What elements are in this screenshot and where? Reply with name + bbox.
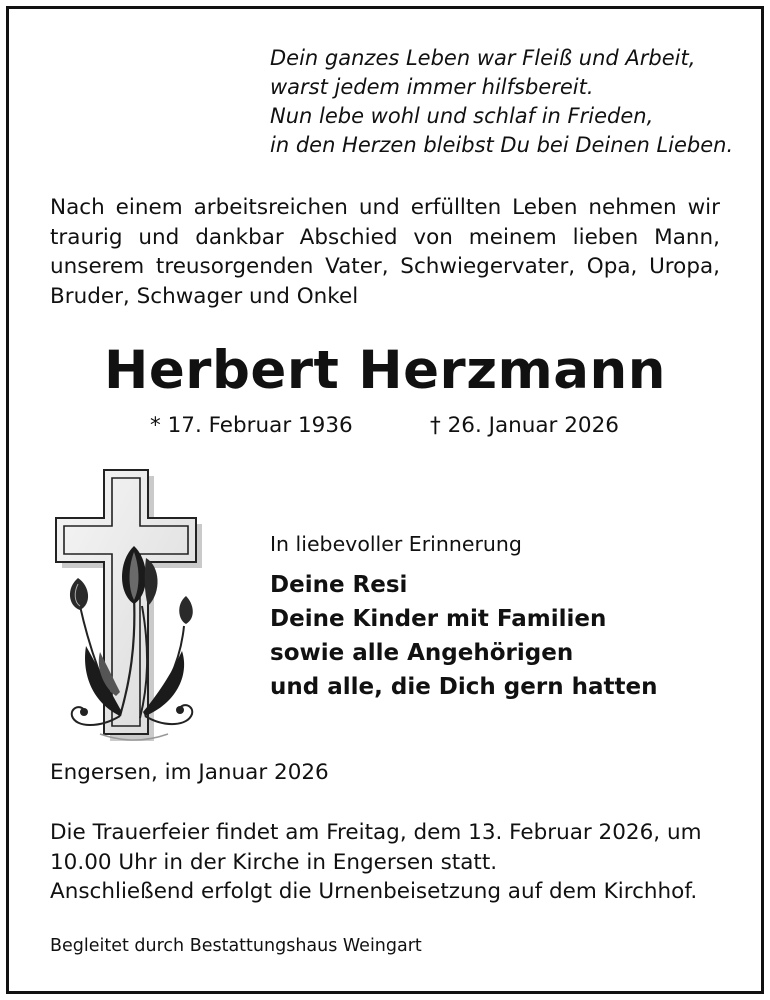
memory-heading: In liebevoller Erinnerung	[270, 532, 522, 556]
intro-line: Nach einem arbeitsreichen und erfüllten Leben nehmen wir	[50, 195, 720, 220]
place-date: Engersen, im Januar 2026	[50, 760, 329, 785]
poem-line: Nun lebe wohl und schlaf in Frieden,	[270, 104, 654, 128]
signer: und alle, die Dich gern hatten	[270, 674, 658, 700]
poem-line: warst jedem immer hilfsbereit.	[270, 75, 594, 99]
intro-line: Bruder, Schwager und Onkel	[50, 283, 359, 309]
poem-line: Dein ganzes Leben war Fleiß und Arbeit,	[270, 46, 696, 70]
intro-line: traurig und dankbar Abschied von meinem lieben Mann,	[50, 224, 720, 250]
poem-line: in den Herzen bleibst Du bei Deinen Lieben.	[270, 133, 734, 157]
death-date: † 26. Januar 2026	[430, 413, 619, 438]
service-line: Anschließend erfolgt die Urnenbeisetzung auf dem Kirchhof.	[50, 879, 698, 904]
service-info	[50, 818, 730, 907]
signers-list	[270, 568, 657, 704]
cross-with-tulips-icon	[50, 466, 220, 752]
deceased-name: Herbert Herzmann	[104, 340, 666, 401]
intro-text	[50, 193, 720, 311]
signer: sowie alle Angehörigen	[270, 640, 574, 666]
signer: Deine Resi	[270, 572, 408, 598]
signer: Deine Kinder mit Familien	[270, 606, 607, 632]
funeral-home: Begleitet durch Bestattungshaus Weingart	[50, 936, 422, 956]
service-line: Die Trauerfeier findet am Freitag, dem 13. Februar 2026, um	[50, 820, 702, 845]
intro-line: unserem treusorgenden Vater, Schwiegervater, Opa, Uropa,	[50, 254, 720, 279]
service-line: 10.00 Uhr in der Kirche in Engersen statt.	[50, 849, 498, 875]
birth-date: * 17. Februar 1936	[150, 413, 353, 438]
poem	[270, 44, 740, 160]
